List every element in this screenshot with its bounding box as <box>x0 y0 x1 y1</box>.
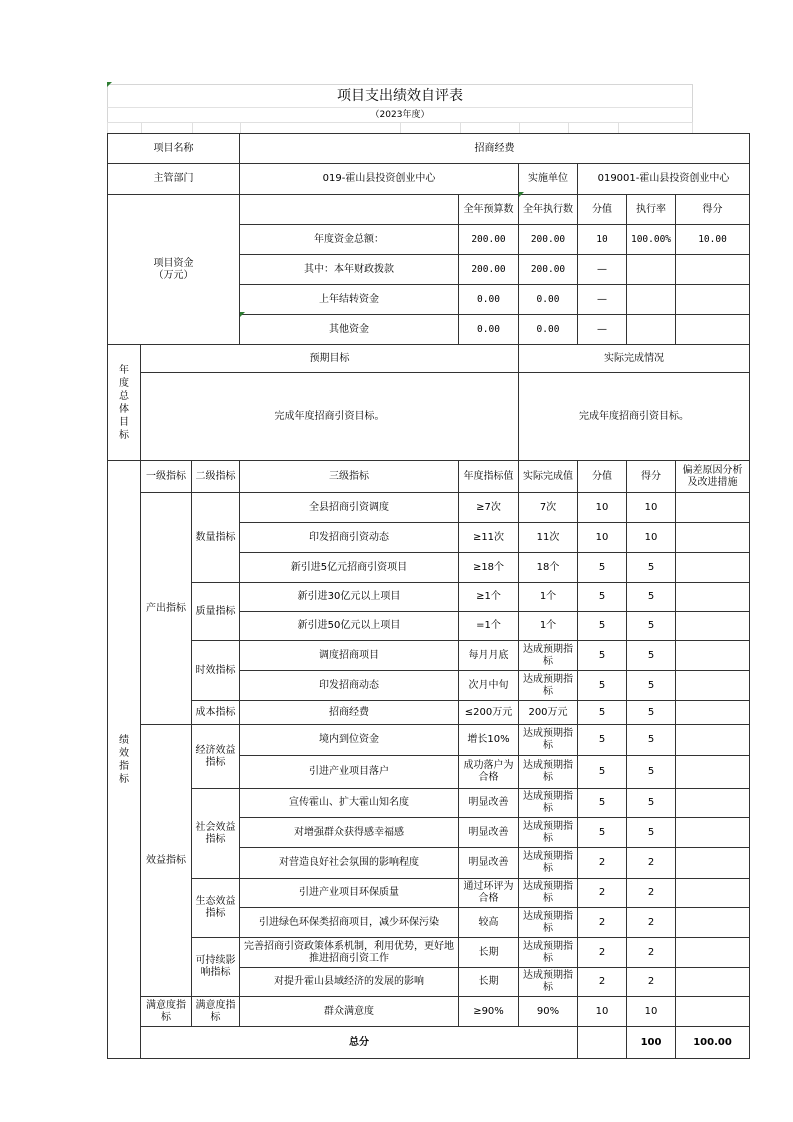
indicator-score: 2 <box>627 879 676 908</box>
level1-satisfaction: 满意度指标 <box>141 997 192 1027</box>
indicator-note <box>676 641 750 671</box>
indicator-score: 2 <box>627 968 676 997</box>
indicator-actual: 达成预期指标 <box>519 879 578 908</box>
indicator-name: 印发招商引资动态 <box>240 523 459 553</box>
indicator-weight: 2 <box>578 968 627 997</box>
goals-actual-label: 实际完成情况 <box>519 345 750 373</box>
indicator-note <box>676 523 750 553</box>
funds-row-score <box>676 315 750 345</box>
indicator-row <box>108 938 750 968</box>
indicator-weight: 10 <box>578 523 627 553</box>
indicator-weight: 10 <box>578 997 627 1027</box>
indicator-actual: 达成预期指标 <box>519 641 578 671</box>
indicator-target: 次月中旬 <box>459 671 519 701</box>
indicator-weight: 5 <box>578 641 627 671</box>
funds-row-rate: 100.00% <box>627 225 676 255</box>
header-target: 年度指标值 <box>459 461 519 493</box>
indicator-score: 5 <box>627 756 676 789</box>
indicator-row <box>108 701 750 725</box>
indicator-name: 完善招商引资政策体系机制，利用优势，更好地推进招商引资工作 <box>240 938 459 968</box>
indicator-weight: 5 <box>578 553 627 583</box>
indicators-side-label <box>108 461 141 1059</box>
indicator-name: 群众满意度 <box>240 997 459 1027</box>
indicator-actual: 7次 <box>519 493 578 523</box>
header-actual: 实际完成值 <box>519 461 578 493</box>
indicator-score: 5 <box>627 583 676 612</box>
level2-economic: 经济效益指标 <box>192 725 240 789</box>
indicator-row <box>108 725 750 756</box>
header-weight: 分值 <box>578 461 627 493</box>
funds-row-exec: 0.00 <box>519 315 578 345</box>
funds-row-exec: 0.00 <box>519 285 578 315</box>
indicator-note <box>676 997 750 1027</box>
level2-quality: 质量指标 <box>192 583 240 641</box>
indicator-score: 2 <box>627 848 676 879</box>
indicator-weight: 2 <box>578 879 627 908</box>
indicator-actual: 达成预期指标 <box>519 818 578 848</box>
indicator-note <box>676 848 750 879</box>
indicator-note <box>676 671 750 701</box>
funds-row-label: 其他资金 <box>240 315 459 345</box>
indicator-actual: 达成预期指标 <box>519 908 578 938</box>
indicator-weight: 5 <box>578 756 627 789</box>
indicator-weight: 2 <box>578 908 627 938</box>
indicator-row <box>108 997 750 1027</box>
page-title: 项目支出绩效自评表 <box>107 84 693 107</box>
indicator-name: 引进绿色环保类招商项目，减少环保污染 <box>240 908 459 938</box>
funds-row-weight: 10 <box>578 225 627 255</box>
level2-cost: 成本指标 <box>192 701 240 725</box>
indicator-weight: 5 <box>578 701 627 725</box>
header-score: 得分 <box>627 461 676 493</box>
indicator-target: ≥7次 <box>459 493 519 523</box>
dept-value: 019-霍山县投资创业中心 <box>240 164 519 195</box>
indicator-name: 新引进30亿元以上项目 <box>240 583 459 612</box>
indicator-target: 明显改善 <box>459 818 519 848</box>
indicator-target: 通过环评为合格 <box>459 879 519 908</box>
cell-marker-icon <box>240 312 245 317</box>
total-actual-blank <box>578 1027 627 1059</box>
funds-header-weight: 分值 <box>578 195 627 225</box>
unit-value: 019001-霍山县投资创业中心 <box>578 164 750 195</box>
indicator-weight: 2 <box>578 938 627 968</box>
spreadsheet-gridline-row <box>107 122 693 133</box>
indicator-row <box>108 641 750 671</box>
indicator-target: ≥1个 <box>459 583 519 612</box>
indicator-note <box>676 938 750 968</box>
header-level3: 三级指标 <box>240 461 459 493</box>
indicator-name: 新引进5亿元招商引资项目 <box>240 553 459 583</box>
dept-label: 主管部门 <box>108 164 240 195</box>
indicator-name: 对营造良好社会氛围的影响程度 <box>240 848 459 879</box>
indicator-weight: 2 <box>578 848 627 879</box>
indicator-weight: 5 <box>578 583 627 612</box>
indicator-weight: 5 <box>578 789 627 818</box>
funds-row-budget: 0.00 <box>459 315 519 345</box>
header-note: 偏差原因分析及改进措施 <box>676 461 750 493</box>
indicator-actual: 达成预期指标 <box>519 789 578 818</box>
indicator-name: 对增强群众获得感幸福感 <box>240 818 459 848</box>
evaluation-table <box>107 133 750 1059</box>
funds-row-exec: 200.00 <box>519 255 578 285</box>
indicator-score: 10 <box>627 523 676 553</box>
indicator-note <box>676 493 750 523</box>
funds-row-label: 上年结转资金 <box>240 285 459 315</box>
funds-row-score: 10.00 <box>676 225 750 255</box>
funds-header-exec: 全年执行数 <box>519 195 578 225</box>
total-label: 总分 <box>141 1027 578 1059</box>
indicator-note <box>676 583 750 612</box>
indicator-actual: 达成预期指标 <box>519 725 578 756</box>
indicator-actual: 达成预期指标 <box>519 848 578 879</box>
goals-expected-value: 完成年度招商引资目标。 <box>141 373 519 461</box>
indicator-score: 5 <box>627 818 676 848</box>
indicator-actual: 1个 <box>519 583 578 612</box>
level2-quantity: 数量指标 <box>192 493 240 583</box>
indicator-note <box>676 756 750 789</box>
level2-ecological: 生态效益指标 <box>192 879 240 938</box>
indicator-score: 5 <box>627 701 676 725</box>
indicator-weight: 5 <box>578 612 627 641</box>
indicator-name: 印发招商动态 <box>240 671 459 701</box>
indicator-target: 成功落户为合格 <box>459 756 519 789</box>
indicator-note <box>676 553 750 583</box>
cell-marker-icon <box>519 192 524 197</box>
indicator-row <box>108 493 750 523</box>
indicator-name: 全县招商引资调度 <box>240 493 459 523</box>
indicator-target: 明显改善 <box>459 848 519 879</box>
indicator-weight: 5 <box>578 818 627 848</box>
indicator-score: 5 <box>627 725 676 756</box>
indicator-score: 5 <box>627 671 676 701</box>
level2-sustainable: 可持续影响指标 <box>192 938 240 997</box>
indicator-score: 5 <box>627 612 676 641</box>
level1-output: 产出指标 <box>141 493 192 725</box>
indicator-actual: 90% <box>519 997 578 1027</box>
indicator-name: 招商经费 <box>240 701 459 725</box>
funds-row-weight: — <box>578 315 627 345</box>
indicator-target: 较高 <box>459 908 519 938</box>
funds-row-exec: 200.00 <box>519 225 578 255</box>
total-weight: 100 <box>627 1027 676 1059</box>
indicator-actual: 11次 <box>519 523 578 553</box>
indicator-weight: 10 <box>578 493 627 523</box>
indicator-name: 对提升霍山县域经济的发展的影响 <box>240 968 459 997</box>
funds-header-score: 得分 <box>676 195 750 225</box>
funds-row-score <box>676 285 750 315</box>
indicator-actual: 达成预期指标 <box>519 756 578 789</box>
indicator-actual: 达成预期指标 <box>519 671 578 701</box>
funds-row-budget: 0.00 <box>459 285 519 315</box>
indicator-target: 明显改善 <box>459 789 519 818</box>
indicator-score: 5 <box>627 641 676 671</box>
funds-row-rate <box>627 255 676 285</box>
page-subtitle: （2023年度） <box>107 107 693 122</box>
indicator-target: =1个 <box>459 612 519 641</box>
funds-row-weight: — <box>578 285 627 315</box>
level2-satisfaction: 满意度指标 <box>192 997 240 1027</box>
indicator-score: 5 <box>627 789 676 818</box>
indicator-row <box>108 789 750 818</box>
indicator-note <box>676 968 750 997</box>
indicator-target: 长期 <box>459 938 519 968</box>
indicator-name: 宣传霍山、扩大霍山知名度 <box>240 789 459 818</box>
indicator-actual: 达成预期指标 <box>519 938 578 968</box>
indicator-name: 调度招商项目 <box>240 641 459 671</box>
indicator-target: ≤200万元 <box>459 701 519 725</box>
goals-side-text: 年度总体目标 <box>119 364 129 441</box>
funds-row-rate <box>627 315 676 345</box>
header-level1: 一级指标 <box>141 461 192 493</box>
indicator-target: 每月月底 <box>459 641 519 671</box>
funds-row-label: 年度资金总额： <box>240 225 459 255</box>
funds-row-score <box>676 255 750 285</box>
indicator-name: 引进产业项目环保质量 <box>240 879 459 908</box>
indicator-note <box>676 789 750 818</box>
evaluation-sheet <box>107 84 743 1059</box>
project-name-value: 招商经费 <box>240 134 750 164</box>
project-name-label: 项目名称 <box>108 134 240 164</box>
indicator-note <box>676 701 750 725</box>
funds-row-budget: 200.00 <box>459 225 519 255</box>
indicator-score: 2 <box>627 908 676 938</box>
indicator-weight: 5 <box>578 725 627 756</box>
funds-row-budget: 200.00 <box>459 255 519 285</box>
funds-header-budget: 全年预算数 <box>459 195 519 225</box>
indicator-actual: 1个 <box>519 612 578 641</box>
indicator-target: ≥18个 <box>459 553 519 583</box>
funds-label: 项目资金 （万元） <box>108 195 240 345</box>
funds-row-label: 其中：本年财政拨款 <box>240 255 459 285</box>
funds-header-blank <box>240 195 459 225</box>
indicator-note <box>676 612 750 641</box>
unit-label: 实施单位 <box>519 164 578 195</box>
indicators-side-text: 绩效指标 <box>119 734 129 785</box>
indicator-name: 境内到位资金 <box>240 725 459 756</box>
indicator-score: 10 <box>627 997 676 1027</box>
cell-marker-icon <box>107 82 112 87</box>
indicator-note <box>676 725 750 756</box>
level1-benefit: 效益指标 <box>141 725 192 997</box>
goals-actual-value: 完成年度招商引资目标。 <box>519 373 750 461</box>
indicator-actual: 达成预期指标 <box>519 968 578 997</box>
indicator-name: 引进产业项目落户 <box>240 756 459 789</box>
total-row <box>108 1027 750 1059</box>
indicator-actual: 200万元 <box>519 701 578 725</box>
funds-row-rate <box>627 285 676 315</box>
indicator-weight: 5 <box>578 671 627 701</box>
table-body <box>108 134 750 1059</box>
indicator-row <box>108 583 750 612</box>
indicator-actual: 18个 <box>519 553 578 583</box>
indicator-score: 2 <box>627 938 676 968</box>
goals-side-label <box>108 345 141 461</box>
indicator-target: ≥11次 <box>459 523 519 553</box>
header-level2: 二级指标 <box>192 461 240 493</box>
indicator-note <box>676 879 750 908</box>
level2-social: 社会效益指标 <box>192 789 240 879</box>
goals-expected-label: 预期目标 <box>141 345 519 373</box>
indicator-score: 5 <box>627 553 676 583</box>
indicator-target: ≥90% <box>459 997 519 1027</box>
funds-row-weight: — <box>578 255 627 285</box>
indicator-score: 10 <box>627 493 676 523</box>
indicator-note <box>676 908 750 938</box>
indicator-target: 增长10% <box>459 725 519 756</box>
indicator-name: 新引进50亿元以上项目 <box>240 612 459 641</box>
total-score: 100.00 <box>676 1027 750 1059</box>
level2-timeliness: 时效指标 <box>192 641 240 701</box>
indicator-note <box>676 818 750 848</box>
indicator-row <box>108 879 750 908</box>
funds-header-rate: 执行率 <box>627 195 676 225</box>
indicator-target: 长期 <box>459 968 519 997</box>
